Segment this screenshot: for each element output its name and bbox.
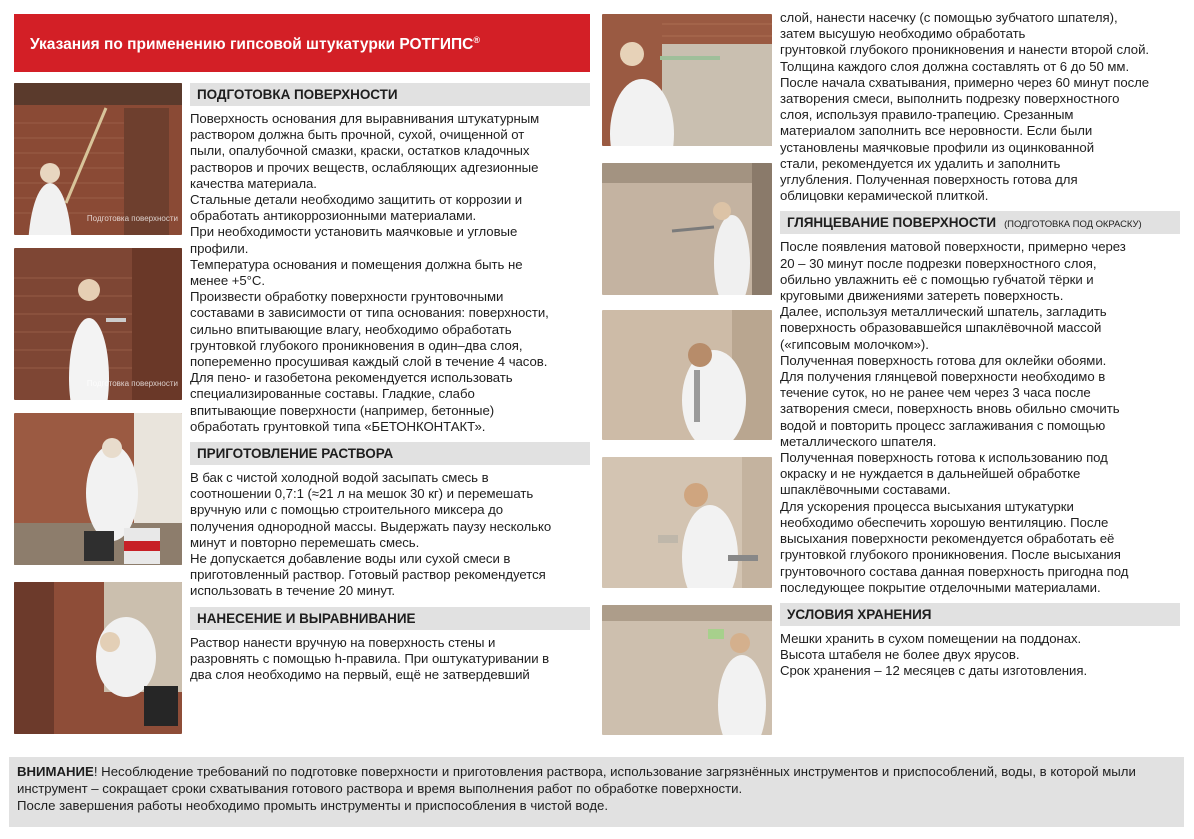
text-line: Стальные детали необходимо защитить от коррозии и [190,192,523,208]
text-line: облицовки керамической плиткой. [780,188,989,204]
section-application-continued [780,10,1180,204]
text-line: впитывающие поверхности (например, бетонные) [190,402,495,418]
text-line: металлического шпателя. [780,433,937,449]
text-line: Высота штабеля не более двух ярусов. [780,647,1020,663]
text-line: обработать антикоррозионными материалами. [190,208,477,224]
text-line: («гипсовым молочком»). [780,336,929,352]
section-storage [780,603,1180,680]
text-line: Температура основания и помещения должна быть не [190,256,523,272]
worker-priming-photo [14,83,182,235]
section-title: ПОДГОТОВКА ПОВЕРХНОСТИ [190,83,590,106]
text-line: Срок хранения – 12 месяцев с даты изготовления. [780,663,1088,679]
text-line: составами в зависимости от типа основания: поверхности, [190,305,549,321]
text-line: специализированные составы. Гладкие, слабо [190,386,475,402]
text-line: Произвести обработку поверхности грунтовочными [190,289,504,305]
text-line: обильно увлажнить её с помощью губчатой тёрки и [780,271,1094,287]
section-title: ПРИГОТОВЛЕНИЕ РАСТВОРА [190,442,590,465]
worker-applying-photo [14,582,182,734]
text-line: растворов и прочих веществ, ослабляющих адгезионные [190,159,539,175]
text-line: затворения смеси, поверхность вновь обильно смочить [780,401,1120,417]
text-line: Для пено- и газобетона рекомендуется использовать [190,370,513,386]
text-line: В бак с чистой холодной водой засыпать смесь в [190,470,489,486]
watermark-text: Подготовка поверхности [86,214,178,223]
text-line: последующее покрытие отделочными материалами. [780,579,1101,595]
section-body [780,239,1180,595]
text-line: окраску и не нуждается в дальнейшей обработке [780,466,1081,482]
text-line: материалом заполнить все неровности. Если были [780,123,1093,139]
text-line: Раствор нанести вручную на поверхность стены и [190,634,496,650]
text-line: разровнять с помощью h-правила. При оштукатуривании в [190,650,550,666]
text-line: Далее, используя металлический шпатель, загладить [780,304,1107,320]
text-line: После начала схватывания, примерно через 60 минут после [780,74,1150,90]
text-line: Для получения глянцевой поверхности необходимо в [780,369,1106,385]
text-line: грунтовкой глубокого проникновения в один–два слоя, [190,337,523,353]
text-line: получения однородной массы. Выдержать паузу несколько [190,518,552,534]
text-line: профили. [190,240,249,256]
text-line: слой, нанести насечку (с помощью зубчатого шпателя), [780,10,1118,25]
section-surface-prep [190,83,590,435]
text-line: обработать грунтовкой типа «БЕТОНКОНТАКТ». [190,418,486,434]
right-text-column [780,10,1180,687]
text-line: раствором должна быть прочной, сухой, очищенной от [190,127,525,143]
page-title-banner [14,14,590,72]
text-line: грунтовочного состава данная поверхность пригодна под [780,563,1129,579]
worker-sponge-photo [602,457,772,588]
section-body [190,111,590,435]
section-mixing [190,442,590,600]
section-title: ГЛЯНЦЕВАНИЕ ПОВЕРХНОСТИ [787,215,997,231]
text-line: шпаклёвочными составами. [780,482,951,498]
text-line: минут и повторно перемешать смесь. [190,534,420,550]
text-line: стали, рекомендуется их удалить и заполнить [780,155,1061,171]
text-line: сильно впитывающие влагу, необходимо обработать [190,321,512,337]
text-line: менее +5°С. [190,273,265,289]
text-line: После появления матовой поверхности, примерно через [780,239,1126,255]
section-title: НАНЕСЕНИЕ И ВЫРАВНИВАНИЕ [190,607,590,630]
text-line: грунтовкой глубокого проникновения. После высыхания [780,547,1121,563]
text-line: высыхания поверхности рекомендуется обработать её [780,531,1115,547]
section-application [190,607,590,684]
section-body [780,10,1180,204]
worker-notching-photo [602,14,772,146]
text-line: Толщина каждого слоя должна составлять от 6 до 50 мм. [780,58,1130,74]
registered-mark: ® [473,35,480,45]
section-glossing [780,211,1180,595]
text-line: водой и повторить процесс заглаживания с помощью [780,417,1106,433]
text-line: затем высушую необходимо обработать [780,26,1026,42]
text-line: два слоя необходимо на первый, ещё не затвердевший [190,667,530,683]
warning-label: ВНИМАНИЕ [17,764,94,779]
text-line: слоя, используя правило-трапецию. Срезанным [780,107,1074,123]
text-line: качества материала. [190,175,317,191]
section-subtitle: (ПОДГОТОВКА ПОД ОКРАСКУ) [1004,219,1142,231]
text-line: Поверхность основания для выравнивания штукатурным [190,111,540,126]
text-line: 20 – 30 минут после подрезки поверхностного слоя, [780,255,1097,271]
text-line: Полученная поверхность готова к использованию под [780,450,1108,466]
worker-smoothing-photo [602,310,772,440]
section-body [190,635,590,684]
warning-text: ! Несоблюдение требований по подготовке поверхности и приготовления раствора, использование загрязнённых инструментов и приспособлений, воды, в которой мыли инструмент – сокращает сроки схватывания готового раствора и время выполнения работ по обработке поверхности. [17,764,1136,796]
worker-trowel-photo [602,163,772,295]
text-line: Мешки хранить в сухом помещении на поддонах. [780,630,1082,646]
text-line: При необходимости установить маячковые и угловые [190,224,518,240]
page-title: Указания по применению гипсовой штукатурки РОТГИПС [30,36,474,54]
text-line: затворения смеси, выполнить подрезку поверхностного [780,91,1120,107]
text-line: углубления. Полученная поверхность готова для [780,172,1078,188]
warning-box [9,757,1184,827]
text-line: пыли, опалубочной смазки, краски, остатков кладочных [190,143,530,159]
text-line: приготовленный раствор. Готовый раствор рекомендуется [190,567,546,583]
text-line: Полученная поверхность готова для оклейки обоями. [780,352,1107,368]
text-line: Не допускается добавление воды или сухой смеси в [190,551,511,567]
left-text-column [190,83,590,690]
text-line: круговыми движениями затереть поверхность. [780,288,1064,304]
warning-note: После завершения работы необходимо промыть инструменты и приспособления в чистой воде. [17,798,609,813]
watermark-text: Подготовка поверхности [86,379,178,388]
section-body [190,470,590,600]
text-line: использовать в течение 20 минут. [190,583,396,599]
section-title: УСЛОВИЯ ХРАНЕНИЯ [780,603,1180,626]
text-line: вручную или с помощью строительного миксера до [190,502,504,518]
text-line: течение суток, но не ранее чем через 3 часа после [780,385,1091,401]
worker-mixing-photo [14,413,182,565]
text-line: необходимо обеспечить хорошую вентиляцию. После [780,514,1109,530]
text-line: поверхность образовавшейся шпаклёвочной массой [780,320,1102,336]
text-line: Для ускорения процесса высыхания штукатурки [780,498,1074,514]
worker-finishing-photo [602,605,772,735]
text-line: установлены маячковые профили из оцинкованной [780,139,1095,155]
text-line: попеременно просушивая каждый слой в течение 4 часов. [190,354,548,370]
text-line: соотношении 0,7:1 (≈21 л на мешок 30 кг) и перемешать [190,486,534,502]
text-line: грунтовкой глубокого проникновения и нанести второй слой. [780,42,1150,58]
section-title-row [780,211,1180,234]
section-body [780,631,1180,680]
worker-spraying-photo [14,248,182,400]
